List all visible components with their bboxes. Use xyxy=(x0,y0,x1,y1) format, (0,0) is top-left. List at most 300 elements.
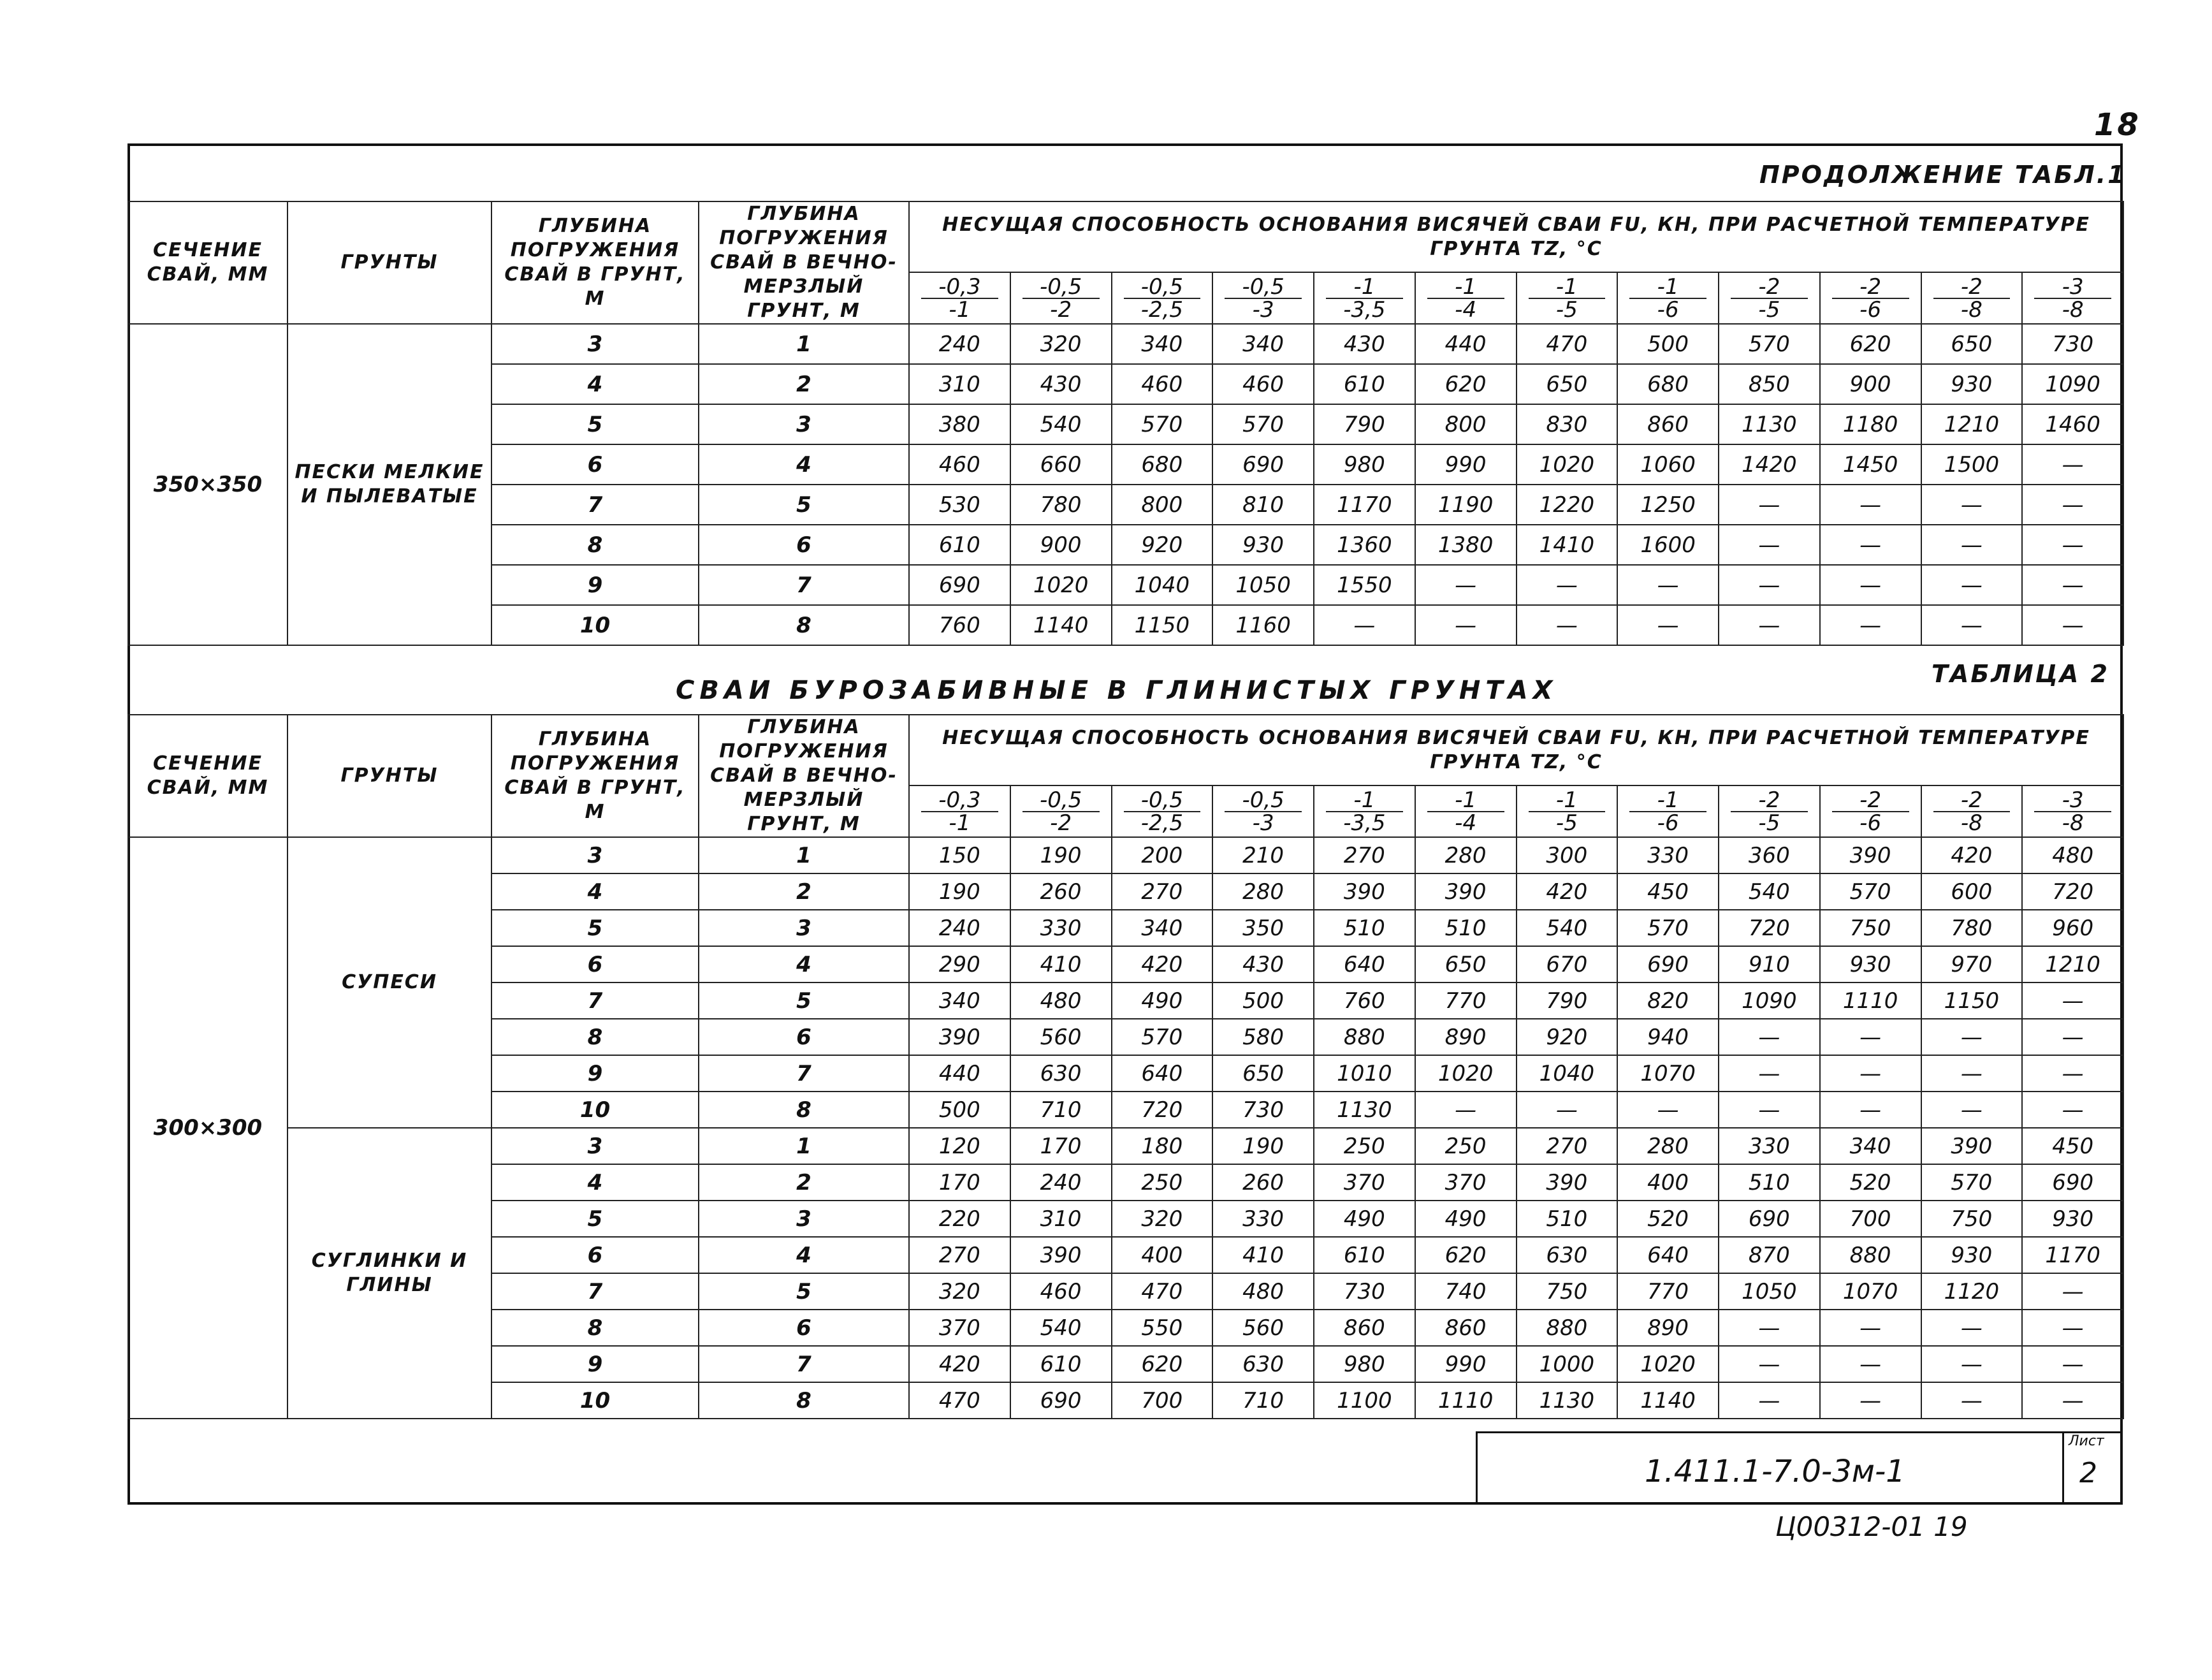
table1-header-depth: ГЛУБИНА ПОГРУЖЕНИЯ СВАЙ В ГРУНТ, М xyxy=(491,201,699,324)
capacity-cell: 1180 xyxy=(1820,404,1921,444)
capacity-cell: 510 xyxy=(1517,1201,1618,1237)
temperature-header xyxy=(909,785,1010,837)
depth-cell: 4 xyxy=(491,1164,699,1201)
sheet-label: Лист xyxy=(2069,1433,2104,1449)
capacity-cell: — xyxy=(1719,1382,1820,1419)
capacity-cell: 1020 xyxy=(1415,1055,1517,1092)
depth-cell: 4 xyxy=(491,364,699,404)
capacity-cell: 470 xyxy=(909,1382,1010,1419)
capacity-cell: — xyxy=(1820,1382,1921,1419)
capacity-cell: 640 xyxy=(1314,946,1415,982)
capacity-cell: 870 xyxy=(1719,1237,1820,1273)
capacity-cell: — xyxy=(2022,525,2123,565)
permafrost-depth-cell: 4 xyxy=(699,946,909,982)
capacity-cell: 930 xyxy=(2022,1201,2123,1237)
capacity-cell: — xyxy=(1617,605,1719,645)
capacity-cell: 170 xyxy=(909,1164,1010,1201)
capacity-cell: 460 xyxy=(1212,364,1314,404)
depth-cell: 7 xyxy=(491,982,699,1019)
capacity-cell: 310 xyxy=(909,364,1010,404)
capacity-cell: 720 xyxy=(1112,1092,1213,1128)
capacity-cell: 280 xyxy=(1617,1128,1719,1164)
temperature-denominator: -5 xyxy=(1555,810,1578,836)
capacity-cell: — xyxy=(1820,485,1921,525)
capacity-cell: — xyxy=(1921,485,2023,525)
table-row xyxy=(128,324,2123,364)
capacity-cell: — xyxy=(2022,1019,2123,1055)
page-number: 18 xyxy=(2094,107,2141,143)
capacity-cell: — xyxy=(1820,1092,1921,1128)
capacity-cell: — xyxy=(1820,1055,1921,1092)
capacity-cell: 770 xyxy=(1415,982,1517,1019)
table2-header-soil: ГРУНТЫ xyxy=(287,715,491,837)
temperature-numerator: -0,5 xyxy=(1225,789,1302,812)
sheet-number: 2 xyxy=(2079,1457,2097,1489)
table-row xyxy=(128,1128,2123,1164)
temperature-denominator: -8 xyxy=(2062,810,2084,836)
table1-continuation: ПРОДОЛЖЕНИЕ ТАБЛ.1 xyxy=(1759,161,2127,189)
table2-header-section: СЕЧЕНИЕ СВАЙ, ММ xyxy=(128,715,287,837)
table2 xyxy=(127,714,2124,1419)
temperature-numerator: -1 xyxy=(1427,789,1504,812)
permafrost-depth-cell: 4 xyxy=(699,444,909,485)
temperature-denominator: -3 xyxy=(1252,810,1274,836)
capacity-cell: 630 xyxy=(1010,1055,1112,1092)
table1-header-capacity: НЕСУЩАЯ СПОСОБНОСТЬ ОСНОВАНИЯ ВИСЯЧЕЙ СВАИ FU, КН, ПРИ РАСЧЕТНОЙ ТЕМПЕРАТУРЕ ГРУНТА TZ, °C xyxy=(909,201,2123,272)
permafrost-depth-cell: 1 xyxy=(699,837,909,873)
capacity-cell: 1410 xyxy=(1517,525,1618,565)
capacity-cell: 390 xyxy=(1820,837,1921,873)
temperature-numerator: -0,5 xyxy=(1022,789,1100,812)
capacity-cell: 890 xyxy=(1415,1019,1517,1055)
capacity-cell: 1050 xyxy=(1212,565,1314,605)
capacity-cell: 410 xyxy=(1010,946,1112,982)
capacity-cell: — xyxy=(1719,1346,1820,1382)
capacity-cell: 190 xyxy=(1212,1128,1314,1164)
capacity-cell: 310 xyxy=(1010,1201,1112,1237)
capacity-cell: 470 xyxy=(1112,1273,1213,1310)
capacity-cell: 740 xyxy=(1415,1273,1517,1310)
temperature-denominator: -3,5 xyxy=(1343,810,1386,836)
capacity-cell: 1070 xyxy=(1617,1055,1719,1092)
capacity-cell: 630 xyxy=(1517,1237,1618,1273)
capacity-cell: 290 xyxy=(909,946,1010,982)
capacity-cell: 750 xyxy=(1921,1201,2023,1237)
capacity-cell: 1160 xyxy=(1212,605,1314,645)
capacity-cell: — xyxy=(1719,1019,1820,1055)
capacity-cell: — xyxy=(1820,565,1921,605)
capacity-cell: 690 xyxy=(909,565,1010,605)
temperature-header xyxy=(1415,785,1517,837)
capacity-cell: 1020 xyxy=(1517,444,1618,485)
capacity-cell: 490 xyxy=(1415,1201,1517,1237)
capacity-cell: 1040 xyxy=(1112,565,1213,605)
capacity-cell: 570 xyxy=(1112,404,1213,444)
capacity-cell: 340 xyxy=(1820,1128,1921,1164)
capacity-cell: 990 xyxy=(1415,1346,1517,1382)
capacity-cell: 780 xyxy=(1921,910,2023,946)
table1-header-section: СЕЧЕНИЕ СВАЙ, ММ xyxy=(128,201,287,324)
capacity-cell: 320 xyxy=(1010,324,1112,364)
capacity-cell: 520 xyxy=(1820,1164,1921,1201)
capacity-cell: 800 xyxy=(1415,404,1517,444)
temperature-numerator: -3 xyxy=(2034,276,2111,299)
capacity-cell: 610 xyxy=(1314,364,1415,404)
capacity-cell: — xyxy=(1719,485,1820,525)
capacity-cell: 500 xyxy=(1617,324,1719,364)
temperature-numerator: -1 xyxy=(1427,276,1504,299)
capacity-cell: 1150 xyxy=(1921,982,2023,1019)
capacity-cell: 1380 xyxy=(1415,525,1517,565)
table2-title: СВАИ БУРОЗАБИВНЫЕ В ГЛИНИСТЫХ ГРУНТАХ xyxy=(676,676,1558,705)
capacity-cell: 890 xyxy=(1617,1310,1719,1346)
table2-header-capacity: НЕСУЩАЯ СПОСОБНОСТЬ ОСНОВАНИЯ ВИСЯЧЕЙ СВАИ FU, КН, ПРИ РАСЧЕТНОЙ ТЕМПЕРАТУРЕ ГРУНТА TZ, °C xyxy=(909,715,2123,785)
capacity-cell: 150 xyxy=(909,837,1010,873)
temperature-numerator: -1 xyxy=(1529,276,1606,299)
temperature-denominator: -5 xyxy=(1758,810,1780,836)
capacity-cell: 1090 xyxy=(2022,364,2123,404)
temperature-header xyxy=(1820,272,1921,324)
capacity-cell: 930 xyxy=(1212,525,1314,565)
soil-type: СУГЛИНКИ И ГЛИНЫ xyxy=(287,1128,491,1419)
capacity-cell: — xyxy=(1517,605,1618,645)
capacity-cell: 1020 xyxy=(1010,565,1112,605)
capacity-cell: 250 xyxy=(1415,1128,1517,1164)
temperature-header xyxy=(1212,785,1314,837)
capacity-cell: 930 xyxy=(1921,364,2023,404)
capacity-cell: — xyxy=(1921,565,2023,605)
capacity-cell: 540 xyxy=(1010,1310,1112,1346)
temperature-numerator: -1 xyxy=(1629,789,1706,812)
capacity-cell: 690 xyxy=(2022,1164,2123,1201)
temperature-denominator: -2 xyxy=(1050,810,1072,836)
capacity-cell: 650 xyxy=(1212,1055,1314,1092)
capacity-cell: — xyxy=(1517,1092,1618,1128)
capacity-cell: — xyxy=(2022,605,2123,645)
temperature-numerator: -1 xyxy=(1326,789,1403,812)
temperature-numerator: -2 xyxy=(1832,789,1909,812)
capacity-cell: 990 xyxy=(1415,444,1517,485)
capacity-cell: 220 xyxy=(909,1201,1010,1237)
temperature-header xyxy=(1921,272,2023,324)
capacity-cell: 1600 xyxy=(1617,525,1719,565)
capacity-cell: 920 xyxy=(1112,525,1213,565)
temperature-header xyxy=(1112,785,1213,837)
capacity-cell: — xyxy=(1617,565,1719,605)
capacity-cell: 460 xyxy=(1010,1273,1112,1310)
capacity-cell: 560 xyxy=(1212,1310,1314,1346)
depth-cell: 8 xyxy=(491,1310,699,1346)
temperature-header xyxy=(1921,785,2023,837)
temperature-numerator: -2 xyxy=(1832,276,1909,299)
capacity-cell: 730 xyxy=(1212,1092,1314,1128)
permafrost-depth-cell: 5 xyxy=(699,982,909,1019)
temperature-denominator: -1 xyxy=(949,810,971,836)
capacity-cell: — xyxy=(1719,565,1820,605)
capacity-cell: 1130 xyxy=(1719,404,1820,444)
capacity-cell: 330 xyxy=(1212,1201,1314,1237)
capacity-cell: 650 xyxy=(1921,324,2023,364)
capacity-cell: — xyxy=(1921,1382,2023,1419)
table1-header-soil: ГРУНТЫ xyxy=(287,201,491,324)
capacity-cell: 270 xyxy=(909,1237,1010,1273)
capacity-cell: 330 xyxy=(1617,837,1719,873)
temperature-denominator: -6 xyxy=(1859,810,1882,836)
capacity-cell: — xyxy=(1820,1310,1921,1346)
depth-cell: 10 xyxy=(491,1092,699,1128)
capacity-cell: 580 xyxy=(1212,1019,1314,1055)
temperature-numerator: -0,5 xyxy=(1124,276,1201,299)
permafrost-depth-cell: 8 xyxy=(699,605,909,645)
capacity-cell: 270 xyxy=(1517,1128,1618,1164)
soil-type: СУПЕСИ xyxy=(287,837,491,1128)
capacity-cell: — xyxy=(1719,605,1820,645)
capacity-cell: 420 xyxy=(909,1346,1010,1382)
capacity-cell: 610 xyxy=(909,525,1010,565)
capacity-cell: 830 xyxy=(1517,404,1618,444)
capacity-cell: 640 xyxy=(1112,1055,1213,1092)
temperature-header xyxy=(1517,785,1618,837)
capacity-cell: — xyxy=(1921,605,2023,645)
temperature-header xyxy=(2022,272,2123,324)
capacity-cell: 610 xyxy=(1314,1237,1415,1273)
capacity-cell: 420 xyxy=(1517,873,1618,910)
capacity-cell: 440 xyxy=(1415,324,1517,364)
capacity-cell: — xyxy=(1415,605,1517,645)
capacity-cell: 920 xyxy=(1517,1019,1618,1055)
capacity-cell: 1120 xyxy=(1921,1273,2023,1310)
capacity-cell: 530 xyxy=(909,485,1010,525)
capacity-cell: 1140 xyxy=(1010,605,1112,645)
capacity-cell: 640 xyxy=(1617,1237,1719,1273)
capacity-cell: 1070 xyxy=(1820,1273,1921,1310)
capacity-cell: 690 xyxy=(1617,946,1719,982)
capacity-cell: 400 xyxy=(1112,1237,1213,1273)
capacity-cell: — xyxy=(1820,525,1921,565)
temperature-header xyxy=(1415,272,1517,324)
capacity-cell: 210 xyxy=(1212,837,1314,873)
capacity-cell: 680 xyxy=(1617,364,1719,404)
permafrost-depth-cell: 8 xyxy=(699,1382,909,1419)
capacity-cell: 450 xyxy=(1617,873,1719,910)
capacity-cell: 650 xyxy=(1415,946,1517,982)
capacity-cell: 770 xyxy=(1617,1273,1719,1310)
capacity-cell: 1420 xyxy=(1719,444,1820,485)
pile-section: 300×300 xyxy=(128,837,287,1419)
capacity-cell: 900 xyxy=(1820,364,1921,404)
table-row xyxy=(128,837,2123,873)
capacity-cell: 820 xyxy=(1617,982,1719,1019)
capacity-cell: 480 xyxy=(1010,982,1112,1019)
capacity-cell: 390 xyxy=(1314,873,1415,910)
capacity-cell: 240 xyxy=(909,324,1010,364)
capacity-cell: — xyxy=(1921,1310,2023,1346)
capacity-cell: 1090 xyxy=(1719,982,1820,1019)
capacity-cell: 120 xyxy=(909,1128,1010,1164)
capacity-cell: 340 xyxy=(1112,324,1213,364)
table2-label: ТАБЛИЦА 2 xyxy=(1932,660,2109,688)
capacity-cell: 860 xyxy=(1314,1310,1415,1346)
capacity-cell: 190 xyxy=(1010,837,1112,873)
permafrost-depth-cell: 3 xyxy=(699,910,909,946)
capacity-cell: 400 xyxy=(1617,1164,1719,1201)
permafrost-depth-cell: 7 xyxy=(699,1346,909,1382)
depth-cell: 8 xyxy=(491,525,699,565)
capacity-cell: 1550 xyxy=(1314,565,1415,605)
capacity-cell: 620 xyxy=(1415,1237,1517,1273)
capacity-cell: 750 xyxy=(1820,910,1921,946)
temperature-numerator: -0,5 xyxy=(1124,789,1201,812)
capacity-cell: — xyxy=(2022,1273,2123,1310)
permafrost-depth-cell: 6 xyxy=(699,1019,909,1055)
capacity-cell: 850 xyxy=(1719,364,1820,404)
capacity-cell: — xyxy=(1820,1019,1921,1055)
depth-cell: 5 xyxy=(491,404,699,444)
temperature-numerator: -3 xyxy=(2034,789,2111,812)
capacity-cell: 540 xyxy=(1719,873,1820,910)
temperature-numerator: -2 xyxy=(1731,789,1808,812)
capacity-cell: 710 xyxy=(1212,1382,1314,1419)
capacity-cell: 980 xyxy=(1314,1346,1415,1382)
temperature-denominator: -2 xyxy=(1050,296,1072,323)
capacity-cell: 930 xyxy=(1921,1237,2023,1273)
capacity-cell: 710 xyxy=(1010,1092,1112,1128)
capacity-cell: — xyxy=(1921,1092,2023,1128)
capacity-cell: 1130 xyxy=(1517,1382,1618,1419)
capacity-cell: 250 xyxy=(1112,1164,1213,1201)
permafrost-depth-cell: 2 xyxy=(699,873,909,910)
capacity-cell: 760 xyxy=(909,605,1010,645)
capacity-cell: 330 xyxy=(1010,910,1112,946)
capacity-cell: 1150 xyxy=(1112,605,1213,645)
capacity-cell: 1250 xyxy=(1617,485,1719,525)
temperature-numerator: -1 xyxy=(1629,276,1706,299)
capacity-cell: — xyxy=(1517,565,1618,605)
capacity-cell: 1100 xyxy=(1314,1382,1415,1419)
capacity-cell: 780 xyxy=(1010,485,1112,525)
temperature-header xyxy=(1112,272,1213,324)
capacity-cell: — xyxy=(1314,605,1415,645)
capacity-cell: 1500 xyxy=(1921,444,2023,485)
temperature-denominator: -1 xyxy=(949,296,971,323)
capacity-cell: 560 xyxy=(1010,1019,1112,1055)
temperature-numerator: -2 xyxy=(1731,276,1808,299)
depth-cell: 7 xyxy=(491,1273,699,1310)
temperature-header xyxy=(2022,785,2123,837)
capacity-cell: 390 xyxy=(1921,1128,2023,1164)
depth-cell: 4 xyxy=(491,873,699,910)
capacity-cell: — xyxy=(2022,1346,2123,1382)
capacity-cell: 1140 xyxy=(1617,1382,1719,1419)
capacity-cell: 1020 xyxy=(1617,1346,1719,1382)
capacity-cell: — xyxy=(2022,444,2123,485)
permafrost-depth-cell: 5 xyxy=(699,485,909,525)
depth-cell: 9 xyxy=(491,1055,699,1092)
capacity-cell: 390 xyxy=(1517,1164,1618,1201)
capacity-cell: 240 xyxy=(909,910,1010,946)
capacity-cell: — xyxy=(1820,605,1921,645)
capacity-cell: 380 xyxy=(909,404,1010,444)
capacity-cell: 280 xyxy=(1212,873,1314,910)
capacity-cell: 860 xyxy=(1617,404,1719,444)
capacity-cell: 260 xyxy=(1010,873,1112,910)
capacity-cell: 520 xyxy=(1617,1201,1719,1237)
temperature-header xyxy=(1010,272,1112,324)
permafrost-depth-cell: 3 xyxy=(699,1201,909,1237)
capacity-cell: 620 xyxy=(1820,324,1921,364)
capacity-cell: — xyxy=(1719,1092,1820,1128)
capacity-cell: 510 xyxy=(1415,910,1517,946)
capacity-cell: 1130 xyxy=(1314,1092,1415,1128)
capacity-cell: 1040 xyxy=(1517,1055,1618,1092)
capacity-cell: 880 xyxy=(1820,1237,1921,1273)
depth-cell: 5 xyxy=(491,1201,699,1237)
capacity-cell: — xyxy=(2022,1382,2123,1419)
capacity-cell: 930 xyxy=(1820,946,1921,982)
capacity-cell: 170 xyxy=(1010,1128,1112,1164)
temperature-denominator: -5 xyxy=(1758,296,1780,323)
capacity-cell: 370 xyxy=(1415,1164,1517,1201)
capacity-cell: 730 xyxy=(2022,324,2123,364)
capacity-cell: 260 xyxy=(1212,1164,1314,1201)
capacity-cell: 790 xyxy=(1517,982,1618,1019)
capacity-cell: 790 xyxy=(1314,404,1415,444)
capacity-cell: 570 xyxy=(1617,910,1719,946)
capacity-cell: 1110 xyxy=(1415,1382,1517,1419)
capacity-cell: 440 xyxy=(909,1055,1010,1092)
temperature-header xyxy=(1010,785,1112,837)
capacity-cell: 280 xyxy=(1415,837,1517,873)
capacity-cell: 700 xyxy=(1112,1382,1213,1419)
capacity-cell: — xyxy=(1921,525,2023,565)
capacity-cell: 570 xyxy=(1719,324,1820,364)
capacity-cell: 1170 xyxy=(1314,485,1415,525)
capacity-cell: 680 xyxy=(1112,444,1213,485)
depth-cell: 6 xyxy=(491,444,699,485)
capacity-cell: 550 xyxy=(1112,1310,1213,1346)
capacity-cell: 410 xyxy=(1212,1237,1314,1273)
capacity-cell: — xyxy=(2022,565,2123,605)
capacity-cell: 1110 xyxy=(1820,982,1921,1019)
capacity-cell: 240 xyxy=(1010,1164,1112,1201)
temperature-denominator: -8 xyxy=(1960,296,1983,323)
table2-header-depth: ГЛУБИНА ПОГРУЖЕНИЯ СВАЙ В ГРУНТ, М xyxy=(491,715,699,837)
capacity-cell: — xyxy=(1820,1346,1921,1382)
capacity-cell: 460 xyxy=(1112,364,1213,404)
capacity-cell: 190 xyxy=(909,873,1010,910)
capacity-cell: 340 xyxy=(1112,910,1213,946)
capacity-cell: 1050 xyxy=(1719,1273,1820,1310)
temperature-header xyxy=(909,272,1010,324)
capacity-cell: — xyxy=(1921,1346,2023,1382)
table2-header-permafrost: ГЛУБИНА ПОГРУЖЕНИЯ СВАЙ В ВЕЧНО-МЕРЗЛЫЙ ГРУНТ, М xyxy=(699,715,909,837)
temperature-header xyxy=(1719,785,1820,837)
temperature-header xyxy=(1517,272,1618,324)
capacity-cell: 490 xyxy=(1314,1201,1415,1237)
capacity-cell: 1190 xyxy=(1415,485,1517,525)
depth-cell: 7 xyxy=(491,485,699,525)
capacity-cell: — xyxy=(1617,1092,1719,1128)
capacity-cell: 980 xyxy=(1314,444,1415,485)
capacity-cell: 480 xyxy=(2022,837,2123,873)
capacity-cell: 1210 xyxy=(1921,404,2023,444)
capacity-cell: 420 xyxy=(1112,946,1213,982)
temperature-numerator: -0,5 xyxy=(1225,276,1302,299)
capacity-cell: 700 xyxy=(1820,1201,1921,1237)
temperature-numerator: -2 xyxy=(1933,276,2011,299)
capacity-cell: 510 xyxy=(1314,910,1415,946)
capacity-cell: 1010 xyxy=(1314,1055,1415,1092)
